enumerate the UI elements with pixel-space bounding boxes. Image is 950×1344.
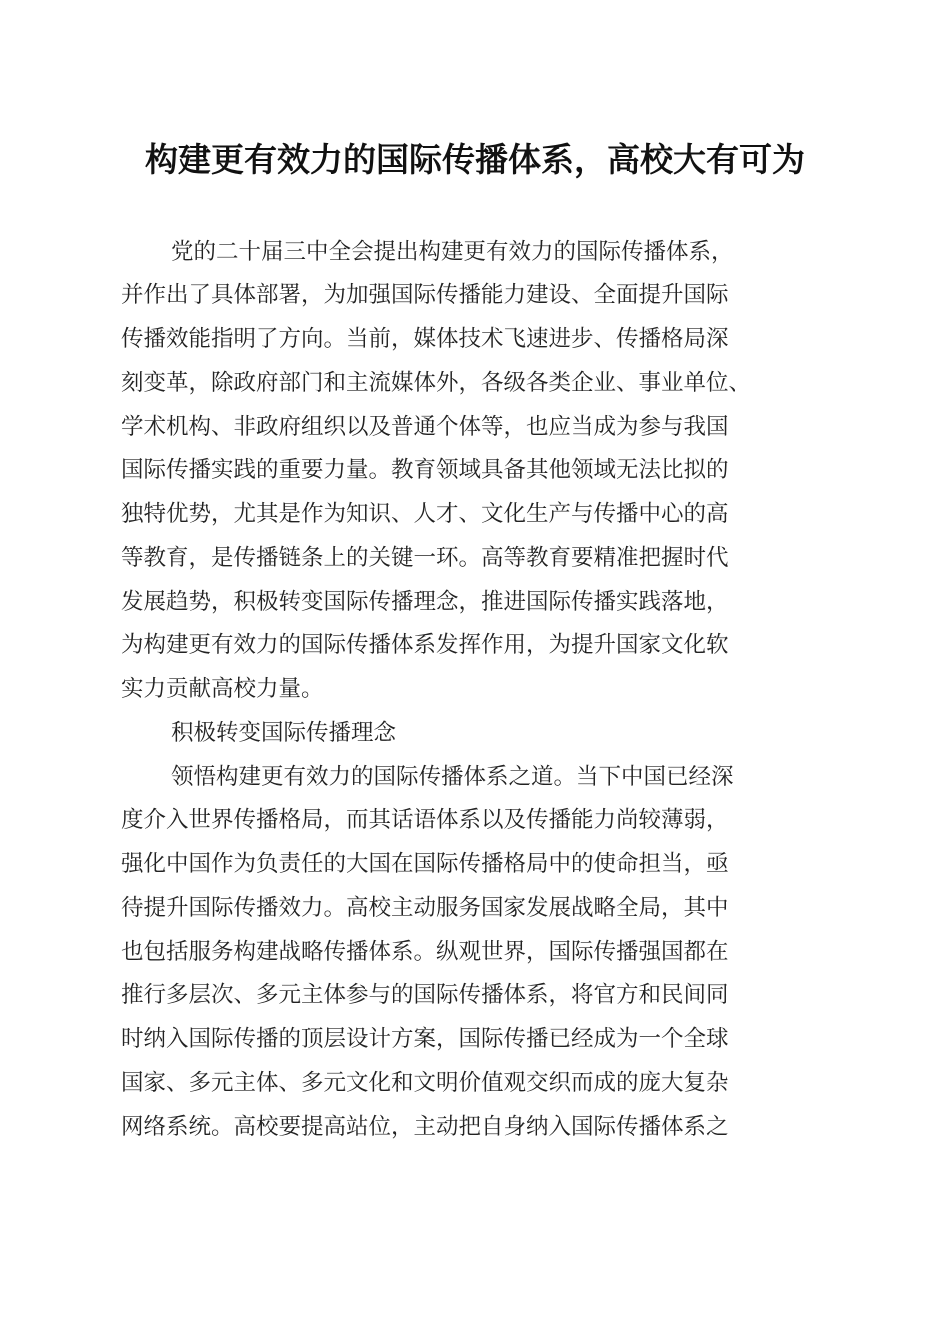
paragraph-line: 度介入世界传播格局，而其话语体系以及传播能力尚较薄弱， — [121, 807, 729, 833]
paragraph-line: 独特优势，尤其是作为知识、人才、文化生产与传播中心的高 — [121, 501, 729, 527]
paragraph-line: 网络系统。高校要提高站位，主动把自身纳入国际传播体系之 — [121, 1114, 729, 1140]
paragraph-line: 领悟构建更有效力的国际传播体系之道。当下中国已经深 — [171, 764, 734, 790]
paragraph-line: 发展趋势，积极转变国际传播理念，推进国际传播实践落地， — [121, 589, 729, 615]
article-title: 构建更有效力的国际传播体系，高校大有可为 — [145, 140, 805, 179]
paragraph-line: 并作出了具体部署，为加强国际传播能力建设、全面提升国际 — [121, 282, 729, 308]
paragraph-line: 等教育，是传播链条上的关键一环。高等教育要精准把握时代 — [121, 545, 729, 571]
paragraph-line: 刻变革，除政府部门和主流媒体外，各级各类企业、事业单位、 — [121, 370, 752, 396]
paragraph-line: 传播效能指明了方向。当前，媒体技术飞速进步、传播格局深 — [121, 326, 729, 352]
paragraph-line: 为构建更有效力的国际传播体系发挥作用，为提升国家文化软 — [121, 632, 729, 658]
paragraph-line: 学术机构、非政府组织以及普通个体等，也应当成为参与我国 — [121, 414, 729, 440]
paragraph-line: 国际传播实践的重要力量。教育领域具备其他领域无法比拟的 — [121, 457, 729, 483]
paragraph-line: 待提升国际传播效力。高校主动服务国家发展战略全局，其中 — [121, 895, 729, 921]
paragraph-line: 国家、多元主体、多元文化和文明价值观交织而成的庞大复杂 — [121, 1070, 729, 1096]
paragraph-line: 也包括服务构建战略传播体系。纵观世界，国际传播强国都在 — [121, 939, 729, 965]
paragraph-line: 时纳入国际传播的顶层设计方案，国际传播已经成为一个全球 — [121, 1026, 729, 1052]
paragraph-line: 强化中国作为负责任的大国在国际传播格局中的使命担当，亟 — [121, 851, 729, 877]
paragraph-line: 推行多层次、多元主体参与的国际传播体系，将官方和民间同 — [121, 982, 729, 1008]
paragraph-line: 党的二十届三中全会提出构建更有效力的国际传播体系， — [171, 239, 734, 265]
section-heading: 积极转变国际传播理念 — [171, 720, 397, 746]
paragraph-line: 实力贡献高校力量。 — [121, 676, 324, 702]
